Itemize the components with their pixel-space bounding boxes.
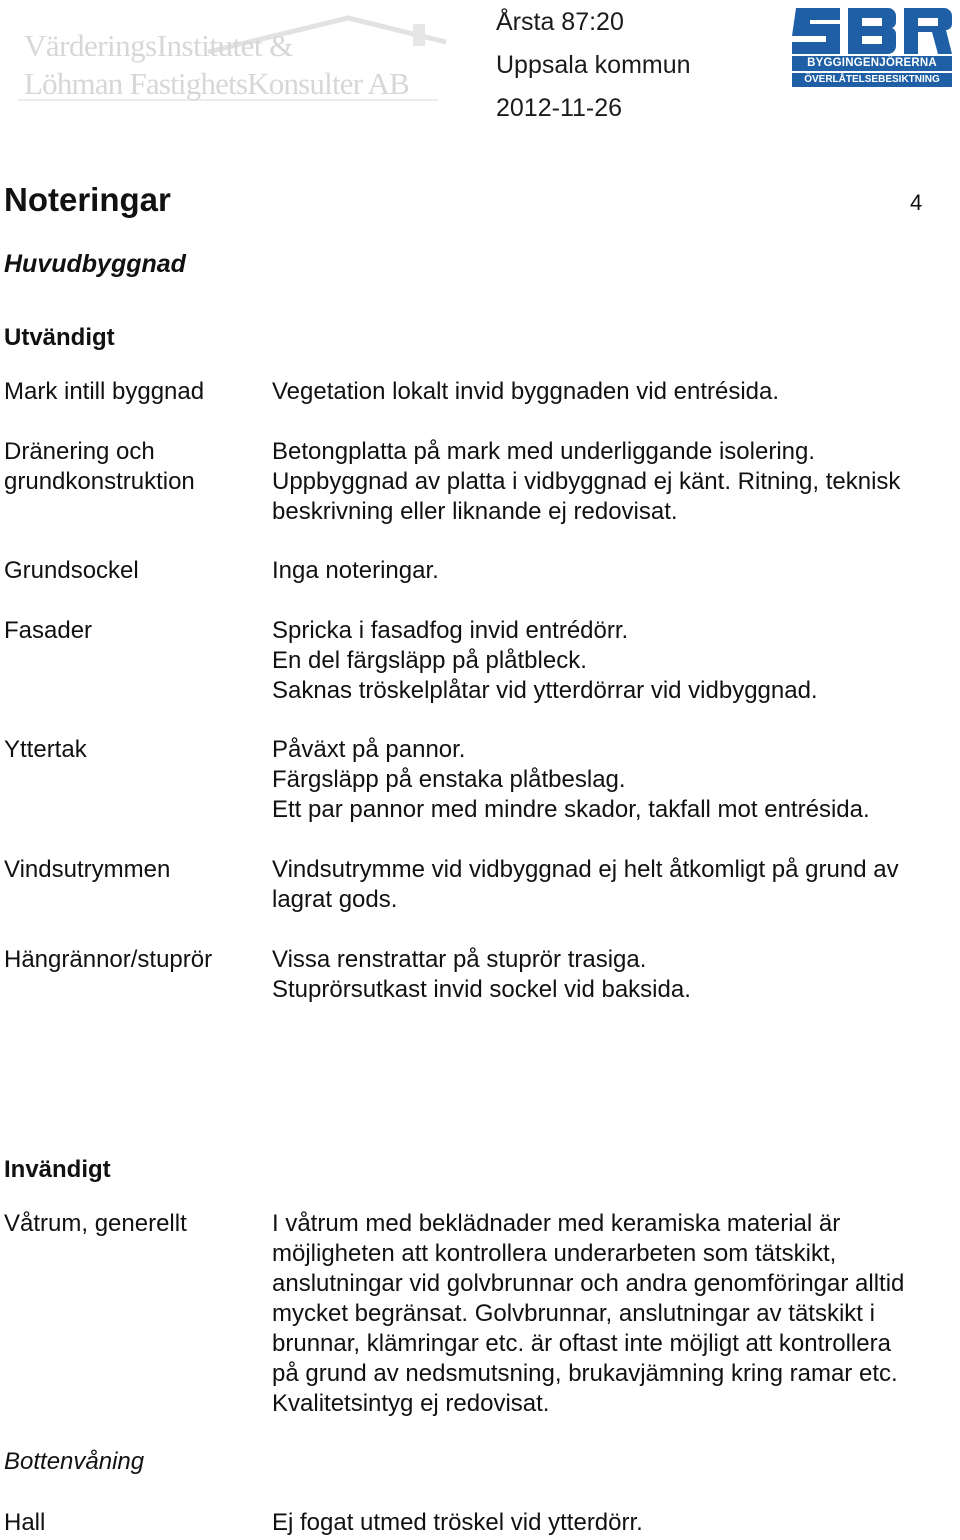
row-label-dranering (4, 437, 264, 497)
text-line: Påväxt på pannor. (272, 736, 466, 763)
page-number: 4 (910, 190, 923, 215)
text-line: lagrat gods. (272, 886, 398, 913)
label-line: Fasader (4, 617, 93, 644)
row-text-hall (272, 1508, 958, 1538)
text-line: Betongplatta på mark med underliggande isolering. (272, 438, 816, 465)
row-text-fasader (272, 616, 958, 706)
text-line: på grund av nedsmutsning, brukavjämning kring ramar etc. (272, 1360, 898, 1387)
exterior-heading: Utvändigt (4, 324, 115, 351)
label-line: Vindsutrymmen (4, 856, 171, 883)
row-label-fasader (4, 616, 264, 646)
row-text-yttertak (272, 735, 958, 825)
property-designation: Årsta 87:20 (496, 8, 624, 36)
label-line: Yttertak (4, 736, 87, 763)
row-label-grundsockel (4, 556, 264, 586)
row-label-yttertak (4, 735, 264, 765)
building-heading: Huvudbyggnad (4, 250, 186, 278)
text-line: Kvalitetsintyg ej redovisat. (272, 1390, 550, 1417)
text-line: Stuprörsutkast invid sockel vid baksida. (272, 976, 691, 1003)
row-text-grundsockel (272, 556, 958, 586)
interior-heading: Invändigt (4, 1156, 111, 1183)
byggingenjorerna-logo (792, 6, 952, 88)
row-text-vatrum (272, 1209, 958, 1419)
row-label-vatrum (4, 1209, 264, 1239)
text-line: Saknas tröskelplåtar vid ytterdörrar vid vidbyggnad. (272, 677, 818, 704)
text-line: möjligheten att kontrollera underarbeten som tätskikt, (272, 1240, 837, 1267)
label-line: Hall (4, 1509, 46, 1536)
label-line: grundkonstruktion (4, 468, 195, 495)
text-line: Vegetation lokalt invid byggnaden vid entrésida. (272, 378, 780, 405)
floor-heading: Bottenvåning (4, 1448, 145, 1475)
row-label-hall (4, 1508, 264, 1538)
municipality: Uppsala kommun (496, 51, 691, 79)
row-text-vindsutrymmen (272, 855, 958, 915)
row-label-mark (4, 377, 264, 407)
label-line: Dränering och (4, 438, 155, 465)
text-line: Vindsutrymme vid vidbyggnad ej helt åtkomligt på grund av (272, 856, 899, 883)
text-line: En del färgsläpp på plåtbleck. (272, 647, 587, 674)
text-line: Ej fogat utmed tröskel vid ytterdörr. (272, 1509, 643, 1536)
text-line: Ett par pannor med mindre skador, takfall mot entrésida. (272, 796, 870, 823)
row-label-vindsutrymmen (4, 855, 264, 885)
page-title: Noteringar (4, 181, 171, 218)
label-line: Grundsockel (4, 557, 139, 584)
label-line: Mark intill byggnad (4, 378, 205, 405)
label-line: Våtrum, generellt (4, 1210, 187, 1237)
label-line: Hängrännor/stuprör (4, 946, 213, 973)
text-line: Spricka i fasadfog invid entrédörr. (272, 617, 629, 644)
report-date: 2012-11-26 (496, 94, 623, 122)
text-line: Vissa renstrattar på stuprör trasiga. (272, 946, 647, 973)
company-name-line2: Löhman FastighetsKonsulter AB (24, 66, 409, 101)
text-line: Uppbyggnad av platta i vidbyggnad ej känt. Ritning, teknisk (272, 468, 901, 495)
company-logo (18, 12, 458, 104)
company-name-line1: VärderingsInstitutet & (24, 28, 293, 63)
text-line: Inga noteringar. (272, 557, 439, 584)
logo-text-overlatelsebesiktning: ÖVERLÅTELSEBESIKTNING (792, 73, 952, 87)
row-text-hangrannor (272, 945, 958, 1005)
row-text-dranering (272, 437, 958, 527)
logo-text-byggingenjorerna: BYGGINGENJÖRERNA (792, 56, 952, 71)
text-line: Färgsläpp på enstaka plåtbeslag. (272, 766, 626, 793)
text-line: mycket begränsat. Golvbrunnar, anslutningar av tätskikt i (272, 1300, 875, 1327)
row-text-mark (272, 377, 958, 407)
text-line: beskrivning eller liknande ej redovisat. (272, 498, 678, 525)
sbr-logo-mark (792, 6, 952, 56)
text-line: I våtrum med beklädnader med keramiska material är (272, 1210, 841, 1237)
text-line: brunnar, klämringar etc. är oftast inte möjligt att kontrollera (272, 1330, 891, 1357)
text-line: anslutningar vid golvbrunnar och andra genomföringar alltid (272, 1270, 905, 1297)
row-label-hangrannor (4, 945, 264, 975)
